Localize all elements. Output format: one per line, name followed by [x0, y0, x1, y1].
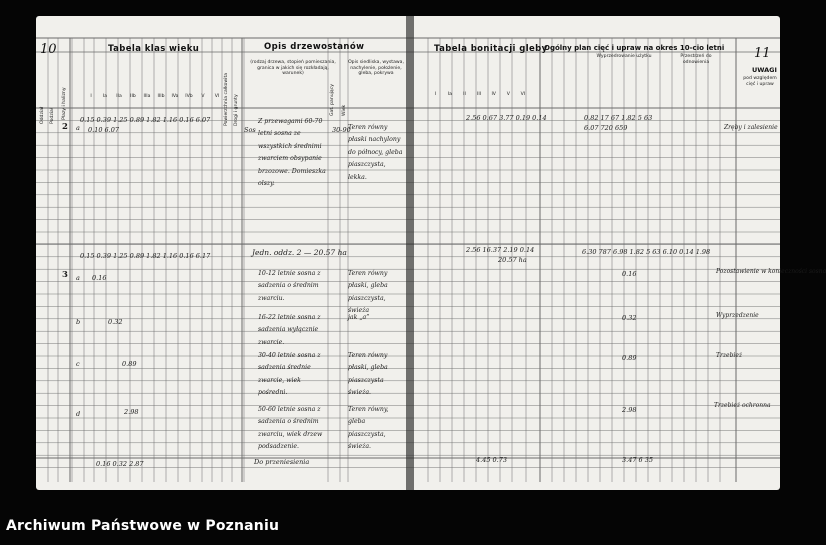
age-class-label: IIb	[130, 94, 136, 99]
stand-description-header: Opis drzewostanów	[264, 42, 365, 52]
compartment-2-soil: 2.56 0.67 3.77 0.19 0.14	[466, 114, 547, 122]
compartment-2-total-sum: 20.57 ha	[498, 256, 527, 264]
age-class-label: IIIb	[157, 94, 165, 99]
register-spread	[36, 16, 826, 490]
age-class-label: IIa	[116, 94, 122, 99]
soil-class-label: Ia	[447, 92, 452, 97]
compartment-2-plan-2: 6.07 720 659	[584, 124, 628, 132]
compartment-2-remark: Zręby i zalesienie	[724, 124, 778, 131]
compartment-2-total-plan: 6.30 787 6.98 1.82 5 63 6.10 0.14 1.98	[582, 248, 711, 256]
compartment-3b-site: jak „a”	[348, 314, 370, 321]
age-class-label: IVb	[185, 94, 193, 99]
site-detail-header: Opis siedliska, wystawa, nachylenie, położenie, gleba, pokrywa	[348, 60, 404, 77]
compartment-3a-description: 10-12 letnie sosna z sadzenia o średnim zwarciu.	[258, 270, 321, 302]
total-area-header: Powierzchnia całkowita	[224, 72, 229, 126]
age-table-header: Tabela klas wieku	[108, 44, 200, 54]
compartment-2-plan: 0.82 17 67 1.82 5 63	[584, 114, 653, 122]
soil-class-label: V	[506, 92, 510, 97]
compartment-3a-sub: a	[76, 274, 80, 282]
soil-class-label: I	[434, 92, 436, 97]
compartment-3-number: 3	[62, 270, 68, 280]
compartment-3d-value: 2.98	[124, 408, 139, 416]
compartment-3c-description: 30-40 letnie sosna z sadzenia średnie zwarcie, wiek pośredni.	[258, 352, 321, 397]
age-class-label: IIIa	[143, 94, 151, 99]
compartment-3a-site: Teren równy płaski, gleba piaszczysta, świeża	[348, 270, 388, 315]
compartment-3a-plan: 0.16	[622, 270, 637, 278]
use-forecast-header: Wyprzedrowanie użytku	[596, 54, 652, 59]
compartment-3-total-plan: 3.47 6 35	[622, 456, 654, 464]
soil-class-label: VI	[520, 92, 526, 97]
compartment-2-total-soil: 2.56 16.37 2.19 0.14	[466, 246, 535, 254]
age-class-label: I	[90, 94, 92, 99]
age-class-label: Ia	[102, 94, 108, 99]
age-header: Wiek	[342, 104, 347, 116]
left-page-number: 10	[40, 42, 57, 57]
remarks-header: UWAGI	[752, 66, 777, 74]
compartment-3c-remark: Trzebież	[716, 352, 743, 359]
compartment-3d-site: Teren równy, gleba piaszczysta, świeża.	[348, 406, 389, 451]
soil-class-label: II	[463, 92, 466, 97]
sub-compartment-header: Oddział	[40, 106, 45, 124]
compartment-3c-value: 0.89	[122, 360, 137, 368]
compartment-3a-remark: Pozostawienie w konieczności sosna	[716, 268, 826, 275]
section-header: Podział	[50, 107, 55, 124]
compartment-3b-value: 0.32	[108, 318, 123, 326]
compartment-2-total-values: 0.15 0.39 1.25 0.89 1.82 1.16 0.16 6.17	[80, 252, 211, 260]
age-class-label: IVa	[171, 94, 179, 99]
general-plan-header: Ogólny plan cięć i upraw na okres 10-cio letni	[544, 44, 725, 52]
compartment-3a-value: 0.16	[92, 274, 107, 282]
compartment-3c-site: Teren równy płaski, gleba piaszczysta świeża.	[348, 352, 388, 397]
stand-detail-header: (rodzaj drzewa, stopień pomieszania, granica w jakich się rozkładają, warunek)	[250, 60, 336, 77]
soil-table-header: Tabela bonitacji gleby	[434, 44, 548, 54]
roads-header: Drogi i grunty	[234, 94, 239, 126]
book-spine	[406, 16, 414, 490]
compartment-3c-sub: c	[76, 360, 80, 368]
archive-label: Archiwum Państwowe w Poznaniu	[6, 518, 280, 534]
right-page-number: 11	[754, 46, 771, 61]
compartment-3b-description: 16-22 letnie sosna z sadzenia wyłącznie zwarcie.	[258, 314, 321, 346]
bare-land-header: Płazy i halizny	[62, 87, 67, 120]
compartment-3b-remark: Wyprzedzenie	[716, 312, 759, 319]
compartment-3b-sub: b	[76, 318, 81, 326]
compartment-2-total-label: Jedn. oddz. 2 — 20.57 ha	[252, 248, 347, 257]
age-class-label: V	[201, 94, 205, 99]
remarks-subheader: pod względem cięć i upraw	[743, 76, 777, 87]
soil-class-label: III	[477, 92, 482, 97]
compartment-2-age-values-2: 0.10 6.07	[88, 126, 120, 134]
compartment-2-number: 2	[62, 122, 68, 132]
compartment-3d-description: 50-60 letnie sosna z sadzenia o średnim zwarciu, wiek drzew podsadzenie.	[258, 406, 323, 451]
compartment-3d-remark: Trzebież ochronna	[714, 402, 771, 409]
compartment-3-total-values: 0.16 0.32 2.87	[96, 460, 144, 468]
compartment-3d-plan: 2.98	[622, 406, 637, 414]
compartment-3d-sub: d	[76, 410, 81, 418]
compartment-2-age: 30-90	[332, 126, 351, 134]
soil-class-label: IV	[491, 92, 496, 97]
compartment-3b-plan: 0.32	[622, 314, 637, 322]
species-header: Gat. panujący	[330, 84, 335, 116]
compartment-2-age-values: 0.15 0.39 1.25 0.89 1.82 1.16 0.16 6.07	[80, 116, 211, 124]
compartment-3-total-soil: 4.45 0.73	[476, 456, 508, 464]
compartment-2-species: Sos	[244, 126, 256, 134]
regeneration-header: Przestrzeń do odnowienia	[680, 54, 712, 65]
compartment-2-sub: a	[76, 124, 80, 132]
age-class-label: VI	[214, 94, 220, 99]
compartment-3c-plan: 0.89	[622, 354, 637, 362]
compartment-3-carry-forward: Do przeniesienia	[254, 458, 310, 466]
compartment-2-description: Z przewagami 60-70 letni sosna ze wszystkich średnimi zwarciem obsypanie brzozowe. Domieszka olszy.	[258, 118, 326, 188]
compartment-2-site: Teren równy płaski nachylony do północy, gleba piaszczysta, lekka.	[348, 124, 403, 181]
